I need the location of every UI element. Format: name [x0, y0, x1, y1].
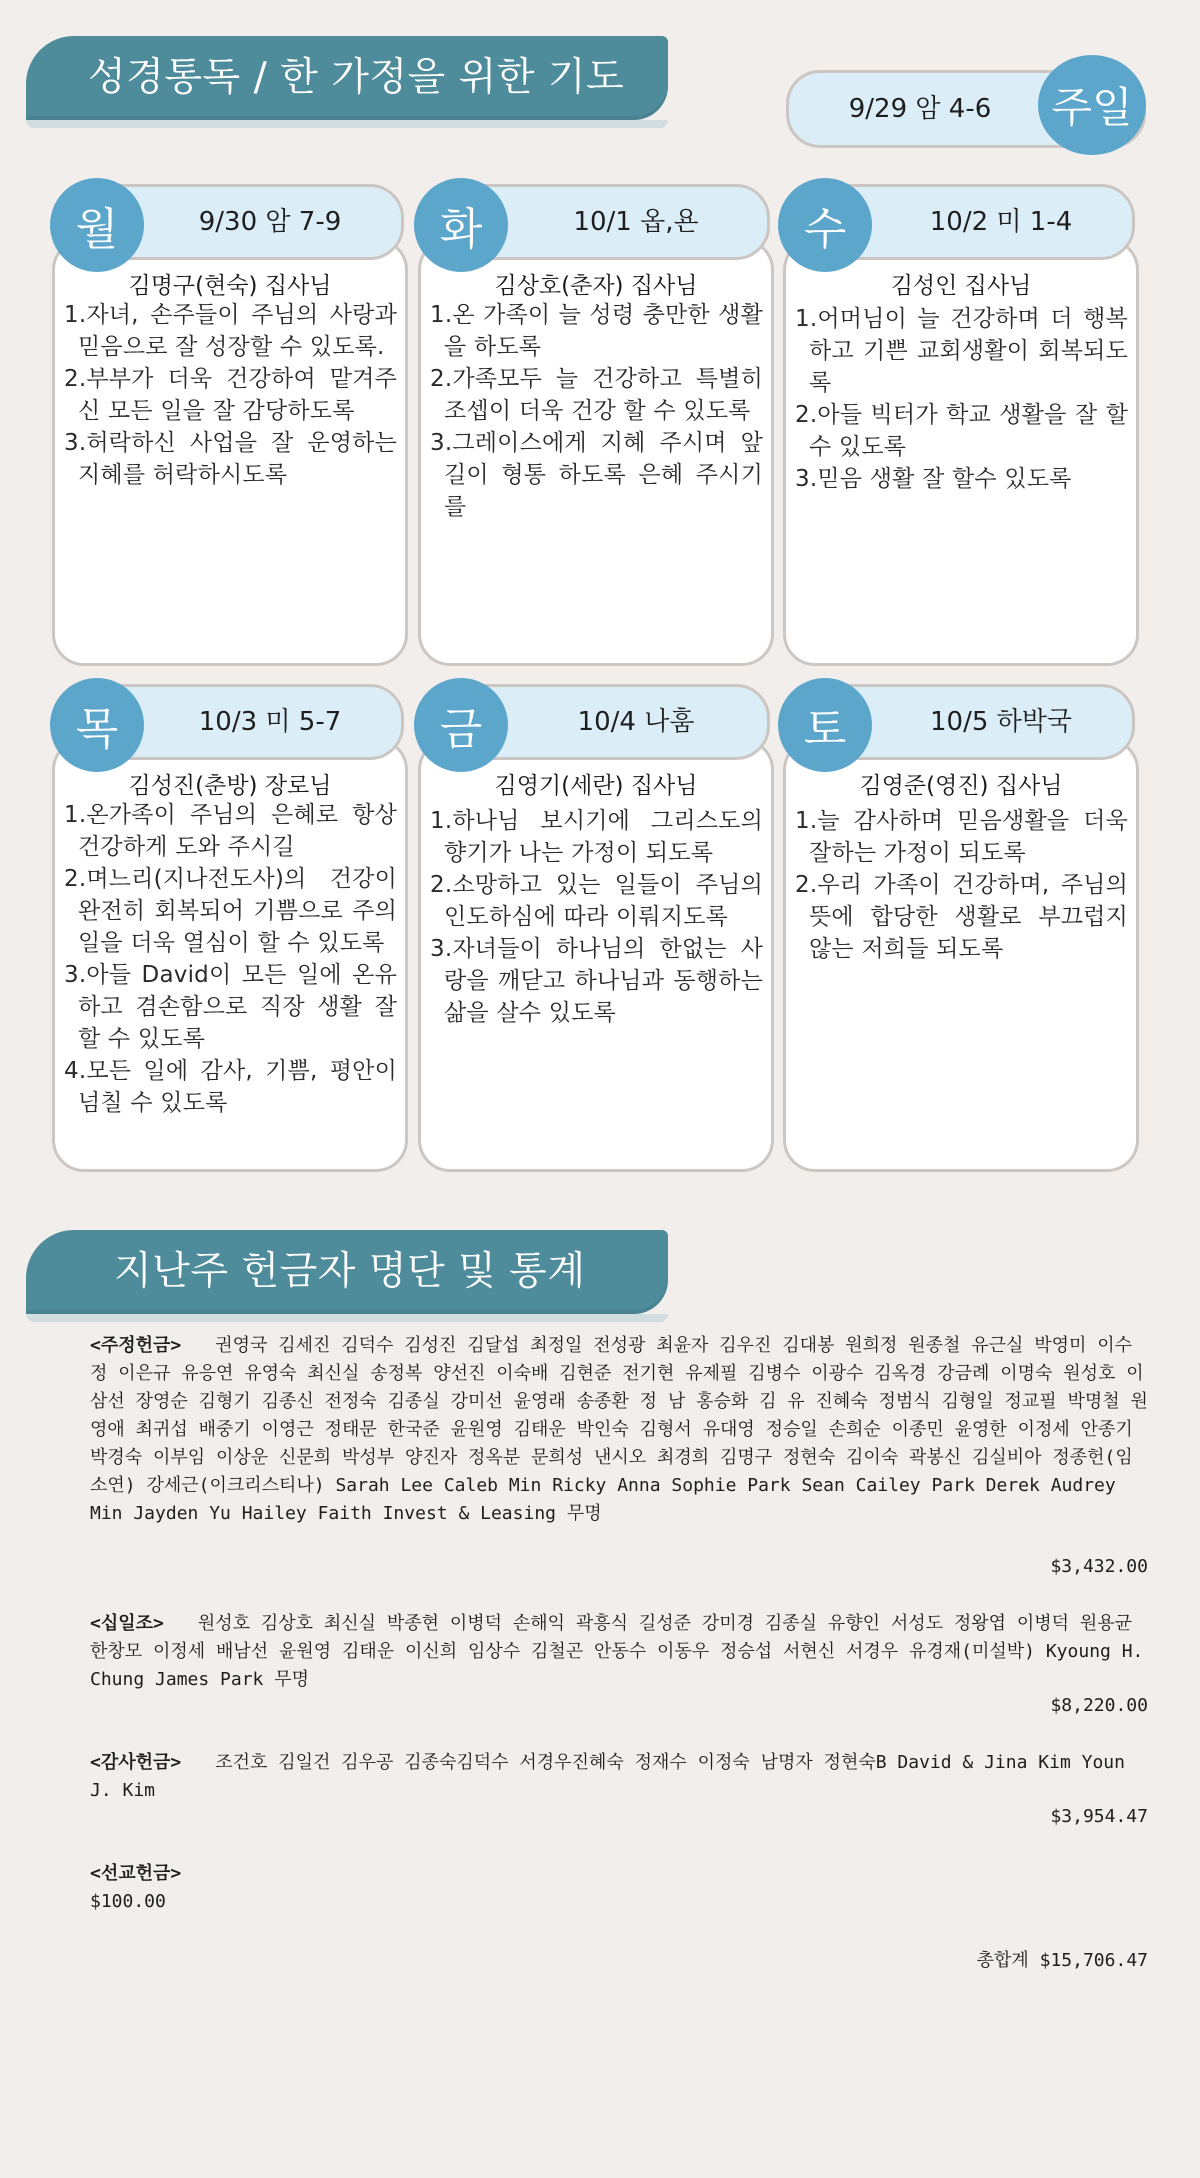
- offering-amount: $8,220.00: [1050, 1695, 1148, 1716]
- day-reading: 10/1 옵,욘: [573, 207, 699, 237]
- day-badge-wed: 수: [778, 178, 872, 272]
- prayer-item: 1.온 가족이 늘 성령 충만한 생활을 하도록: [430, 302, 763, 360]
- sunday-badge: 주일: [1038, 55, 1146, 155]
- prayer-card-tue: [418, 238, 774, 666]
- day-badge-tue: 화: [414, 178, 508, 272]
- prayer-card-thu: [52, 738, 408, 1172]
- offering-block-tithe: [90, 1610, 1148, 1694]
- prayer-list: [795, 805, 1128, 965]
- offering-block-weekly: [90, 1332, 1148, 1528]
- section-banner-offerings: [26, 1230, 668, 1314]
- prayer-list: [795, 303, 1128, 495]
- prayer-item: 1.하나님 보시기에 그리스도의 향기가 나는 가정이 되도록: [430, 808, 763, 866]
- offering-amount: $3,954.47: [1050, 1806, 1148, 1827]
- section-banner-bible-reading: [26, 36, 668, 120]
- family-name: 김성진(춘방) 장로님: [128, 773, 332, 799]
- family-name: 김상호(춘자) 집사님: [494, 273, 698, 299]
- day-reading: 10/4 나훔: [577, 707, 695, 737]
- prayer-item: 1.늘 감사하며 믿음생활을 더욱 잘하는 가정이 되도록: [795, 808, 1128, 866]
- section-title: 지난주 헌금자 명단 및 통계: [114, 1249, 586, 1294]
- day-reading: 10/3 미 5-7: [198, 707, 342, 737]
- family-name: 김영준(영진) 집사님: [859, 773, 1063, 799]
- offering-label: <십일조>: [90, 1613, 164, 1634]
- sunday-reading: 9/29 암 4-6: [848, 94, 992, 124]
- day-reading: 10/2 미 1-4: [929, 207, 1073, 237]
- grand-total: 총합계 $15,706.47: [976, 1950, 1148, 1971]
- day-badge-mon: 월: [50, 178, 144, 272]
- prayer-item: 4.모든 일에 감사, 기쁨, 평안이 넘칠 수 있도록: [64, 1058, 397, 1116]
- prayer-item: 1.어머님이 늘 건강하며 더 행복하고 기쁜 교회생활이 회복되도록: [795, 306, 1128, 396]
- offering-names: 조건호 김일건 김우공 김종숙김덕수 서경우진혜숙 정재수 이정숙 남명자 정현숙B David & Jina Kim Youn J. Kim: [90, 1752, 1125, 1801]
- offering-label: <선교헌금>: [90, 1863, 182, 1884]
- prayer-item: 3.허락하신 사업을 잘 운영하는 지혜를 허락하시도록: [64, 430, 397, 488]
- prayer-item: 3.믿음 생활 잘 할수 있도록: [795, 466, 1072, 492]
- offering-label: <감사헌금>: [90, 1752, 182, 1773]
- prayer-card-fri: [418, 738, 774, 1172]
- offering-amount: $100.00: [90, 1891, 166, 1912]
- prayer-list: [64, 299, 397, 491]
- offering-names: 원성호 김상호 최신실 박종현 이병덕 손해익 곽흥식 길성준 강미경 김종실 유향인 서성도 정왕엽 이병덕 원용균 한창모 이정세 배남선 윤원영 김태운 이신희 임상수 김철곤 안동수 이동우 정승섭 서현신 서경우 유경재(미설박) Kyoung H. Chung James Park 무명: [90, 1613, 1144, 1690]
- day-badge-fri: 금: [414, 678, 508, 772]
- prayer-item: 2.소망하고 있는 일들이 주님의 인도하심에 따라 이뤄지도록: [430, 872, 763, 930]
- prayer-list: [64, 799, 397, 1119]
- prayer-list: [430, 805, 763, 1029]
- offering-names: 권영국 김세진 김덕수 김성진 김달섭 최정일 전성광 최윤자 김우진 김대봉 원희정 원종철 유근실 박영미 이수정 이은규 유응연 유영숙 최신실 송정복 양선진 이숙배 김현준 전기현 유제필 김병수 이광수 김옥경 강금례 이명숙 원성호 이삼선 장영순 김형기 김종신 전정숙 김종실 강미선 윤영래 송종환 정 남 홍승화 김 유 진혜숙 정범식 김형일 정교필 박명철 원영애 최귀섭 배중기 이영근 정태문 한국준 윤원영 김태운 박인숙 김형서 유대영 정승일 손희순 이종민 윤영한 이정세 안종기 박경숙 이부임 이상운 신문희 박성부 양진자 정옥분 문희성 낸시오 최경희 김명구 정현숙 김이숙 곽봉신 김실비아 정종헌(임소연) 강세근(이크리스티나) Sarah Lee Caleb Min Ricky Anna Sophie Park Sean Cailey Park Derek Audrey Min Jayden Yu Hailey Faith Invest & Leasing 무명: [90, 1335, 1148, 1524]
- day-badge-sat: 토: [778, 678, 872, 772]
- day-badge-thu: 목: [50, 678, 144, 772]
- section-title: 성경통독 / 한 가정을 위한 기도: [88, 55, 625, 100]
- offering-amount: $3,432.00: [1050, 1556, 1148, 1577]
- prayer-card-sat: [783, 738, 1139, 1172]
- prayer-item: 3.아들 David이 모든 일에 온유하고 겸손함으로 직장 생활 잘 할 수 있도록: [64, 962, 397, 1052]
- offering-block-mission: [90, 1860, 1148, 1916]
- prayer-list: [430, 299, 763, 523]
- prayer-item: 1.자녀, 손주들이 주님의 사랑과 믿음으로 잘 성장할 수 있도록.: [64, 302, 397, 360]
- prayer-item: 3.그레이스에게 지혜 주시며 앞길이 형통 하도록 은혜 주시기를: [430, 430, 763, 520]
- prayer-item: 2.며느리(지나전도사)의 건강이 완전히 회복되어 기쁨으로 주의일을 더욱 열심이 할 수 있도록: [64, 866, 397, 956]
- prayer-item: 1.온가족이 주님의 은혜로 항상 건강하게 도와 주시길: [64, 802, 397, 860]
- prayer-card-wed: [783, 238, 1139, 666]
- family-name: 김영기(세란) 집사님: [494, 773, 698, 799]
- family-name: 김성인 집사님: [890, 273, 1032, 299]
- family-name: 김명구(현숙) 집사님: [128, 273, 332, 299]
- day-reading: 9/30 암 7-9: [198, 207, 342, 237]
- offering-block-thanks: [90, 1749, 1148, 1805]
- prayer-card-mon: [52, 238, 408, 666]
- prayer-item: 2.부부가 더욱 건강하여 맡겨주신 모든 일을 잘 감당하도록: [64, 366, 397, 424]
- prayer-item: 2.가족모두 늘 건강하고 특별히 조셉이 더욱 건강 할 수 있도록: [430, 366, 763, 424]
- day-reading: 10/5 하박국: [930, 707, 1072, 737]
- prayer-item: 2.우리 가족이 건강하며, 주님의 뜻에 합당한 생활로 부끄럽지 않는 저희들 되도록: [795, 872, 1128, 962]
- prayer-item: 3.자녀들이 하나님의 한없는 사랑을 깨닫고 하나님과 동행하는 삶을 살수 있도록: [430, 936, 763, 1026]
- offering-label: <주정헌금>: [90, 1335, 182, 1356]
- prayer-item: 2.아들 빅터가 학교 생활을 잘 할 수 있도록: [795, 402, 1128, 460]
